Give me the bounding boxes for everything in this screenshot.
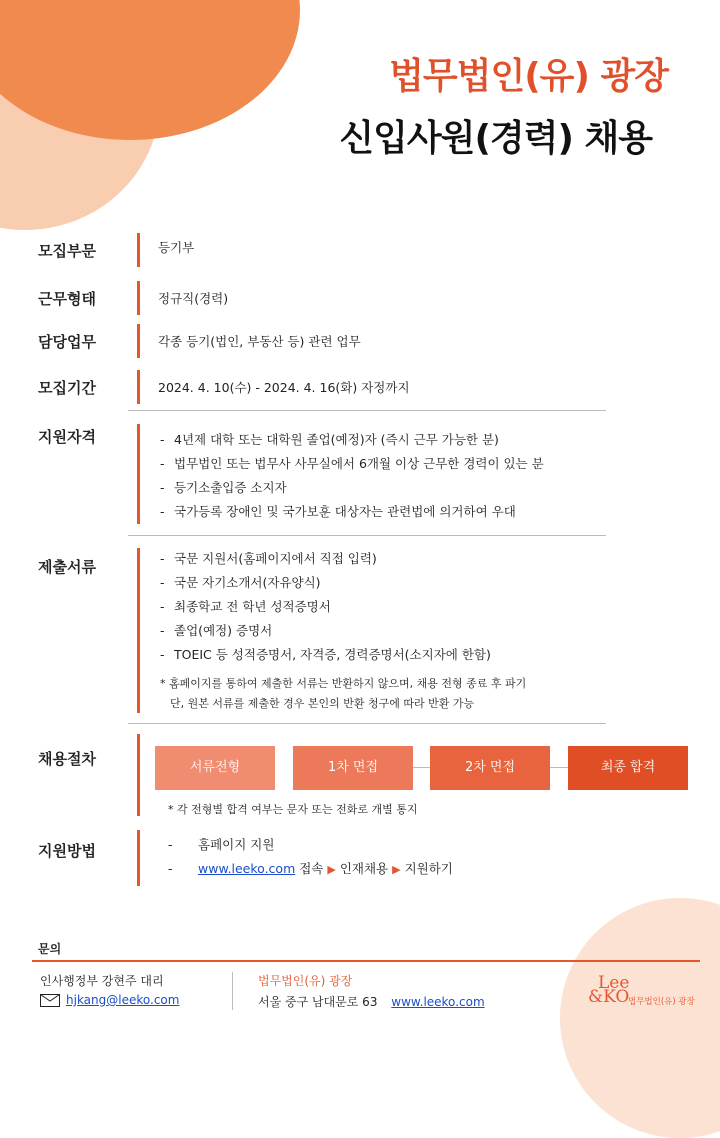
divider (128, 410, 606, 411)
qualifications-list (160, 428, 544, 524)
contact-email-row (40, 993, 179, 1010)
contact-person: 인사행정부 강현주 대리 (40, 974, 164, 988)
decor-circle-bottom (560, 898, 720, 1138)
divider (128, 535, 606, 536)
process-step-4: 최종 합격 (568, 746, 688, 790)
apply-action-text: 지원하기 (404, 861, 453, 876)
apply-menu-text: 인재채용 (339, 861, 389, 876)
contact-address: 서울 중구 남대문로 63 (258, 995, 378, 1009)
list-item: - 최종학교 전 학년 성적증명서 (160, 595, 491, 619)
process-step-1: 서류전형 (155, 746, 275, 790)
list-item: - 법무법인 또는 법무사 사무실에서 6개월 이상 근무한 경력이 있는 분 (160, 452, 544, 476)
section-label-process: 채용절차 (38, 750, 96, 768)
list-item: - TOEIC 등 성적증명서, 자격증, 경력증명서(소지자에 한함) (160, 643, 491, 667)
arrow-right-icon: ▶ (327, 863, 336, 876)
section-bar (137, 324, 140, 358)
arrow-right-icon: ▶ (392, 863, 401, 876)
documents-list (160, 547, 491, 667)
documents-note-line2: 단, 원본 서류를 제출한 경우 본인의 반환 청구에 따라 반환 가능 (170, 697, 475, 710)
divider (128, 723, 606, 724)
documents-note-line1: * 홈페이지를 통하여 제출한 서류는 반환하지 않으며, 채용 전형 종료 후 파기 (160, 677, 527, 690)
process-step-3: 2차 면접 (430, 746, 550, 790)
mail-icon (40, 994, 60, 1010)
logo-text-bottom: &KO (588, 987, 630, 1007)
section-label-qualifications: 지원자격 (38, 428, 96, 446)
section-label-period: 모집기간 (38, 379, 96, 397)
section-label-type: 근무형태 (38, 290, 96, 308)
apply-item-2: - www.leeko.com 접속 ▶ 인재채용 ▶ 지원하기 (168, 861, 453, 876)
section-bar (137, 830, 140, 886)
apply-website-link[interactable]: www.leeko.com (198, 861, 296, 876)
contact-label: 문의 (38, 942, 62, 956)
process-step-2: 1차 면접 (293, 746, 413, 790)
type-value: 정규직(경력) (158, 291, 229, 306)
section-label-documents: 제출서류 (38, 558, 96, 576)
section-label-dept: 모집부문 (38, 242, 96, 260)
contact-divider (32, 960, 700, 962)
logo-text-top: Lee (598, 973, 630, 993)
apply-item-1: - 홈페이지 지원 (168, 837, 275, 852)
contact-firm: 법무법인(유) 광장 (258, 974, 353, 988)
contact-website-link[interactable]: www.leeko.com (391, 995, 485, 1009)
duty-value: 각종 등기(법인, 부동산 등) 관련 업무 (158, 334, 361, 349)
list-item: - 국가등록 장애인 및 국가보훈 대상자는 관련법에 의거하여 우대 (160, 500, 544, 524)
process-note: * 각 전형별 합격 여부는 문자 또는 전화로 개별 통지 (168, 803, 418, 816)
firm-title: 법무법인(유) 광장 (389, 56, 668, 97)
list-item: - 4년제 대학 또는 대학원 졸업(예정)자 (즉시 근무 가능한 분) (160, 428, 544, 452)
documents-note (160, 674, 526, 714)
leeko-logo (588, 973, 630, 1007)
section-label-apply: 지원방법 (38, 842, 96, 860)
recruit-title: 신입사원(경력) 채용 (339, 118, 652, 159)
section-bar (137, 281, 140, 315)
apply-access-text: 접속 (299, 861, 324, 876)
section-bar (137, 424, 140, 524)
list-item: - 국문 자기소개서(자유양식) (160, 571, 491, 595)
section-bar (137, 734, 140, 816)
list-item: - 국문 지원서(홈페이지에서 직접 입력) (160, 547, 491, 571)
apply-homepage-text: 홈페이지 지원 (198, 837, 275, 852)
contact-separator (232, 972, 233, 1010)
contact-address-row (258, 993, 485, 1010)
dept-value: 등기부 (158, 240, 195, 255)
list-item: - 졸업(예정) 증명서 (160, 619, 491, 643)
section-bar (137, 233, 140, 267)
period-value: 2024. 4. 10(수) - 2024. 4. 16(화) 자정까지 (158, 380, 410, 395)
contact-email-link[interactable]: hjkang@leeko.com (66, 993, 180, 1007)
list-item: - 등기소출입증 소지자 (160, 476, 544, 500)
section-bar (137, 370, 140, 404)
section-bar (137, 548, 140, 713)
section-label-duty: 담당업무 (38, 333, 96, 351)
logo-subtitle: 법무법인(유) 광장 (628, 997, 695, 1007)
